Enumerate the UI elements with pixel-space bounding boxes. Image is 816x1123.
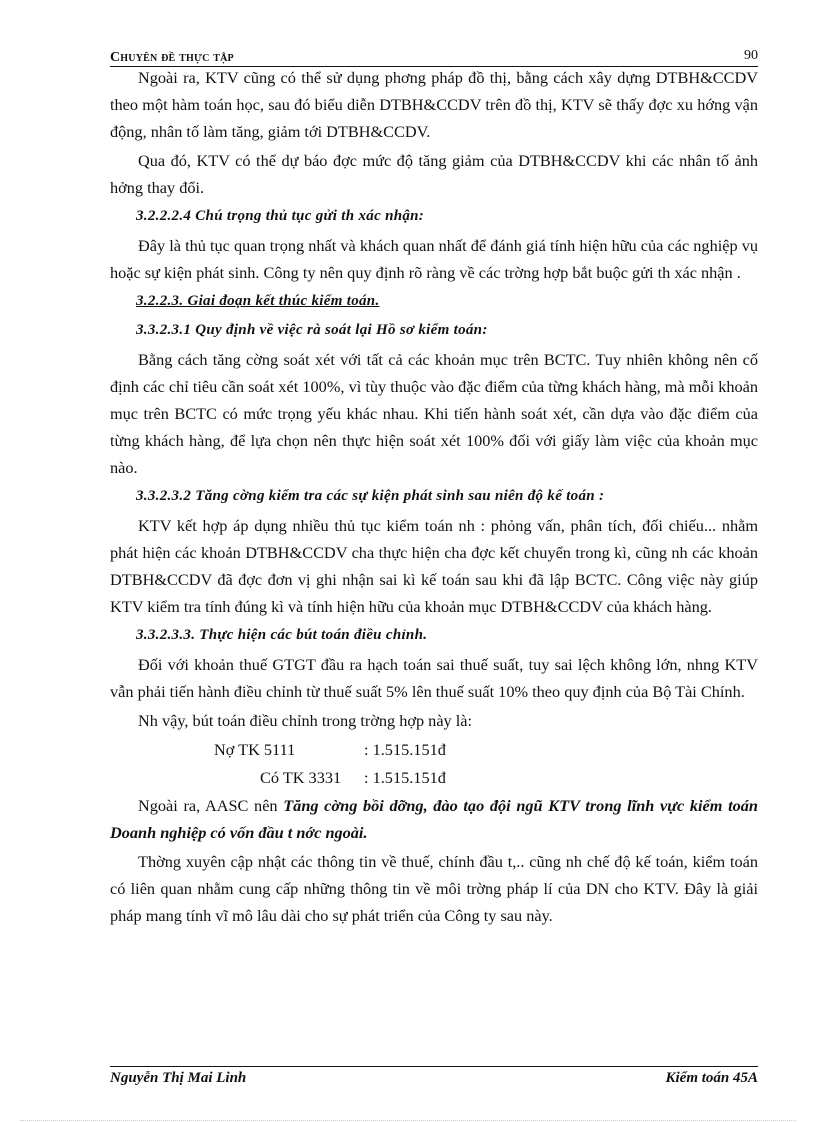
page-edge-divider [20,1120,796,1121]
section-heading: 3.3.2.3.1 Quy định về việc rà soát lại Hồ sơ kiểm toán: [136,322,488,338]
paragraph [110,792,758,846]
paragraph: Ngoài ra, KTV cũng có thể sử dụng phơng pháp đồ thị, bằng cách xây dựng DTBH&CCDV theo một hàm toán học, sau đó biểu diễn DTBH&CCDV trên đồ thị, KTV sẽ thấy đợc xu hớng vận động, nhân tố làm tăng, giảm tới DTBH&CCDV. [110,68,758,141]
journal-entry-credit [110,764,758,792]
paragraph-text: Ngoài ra, AASC nên [138,796,278,815]
section-heading: 3.2.2.3. Giai đoạn kết thúc kiểm toán. [136,293,380,309]
section-heading: 3.2.2.2.4 Chú trọng thủ tục gửi th xác nhận: [136,208,425,224]
credit-amount: : 1.515.151đ [364,768,446,787]
paragraph: Thờng xuyên cập nhật các thông tin về thuế, chính đầu t,.. cũng nh chế độ kế toán, kiểm toán có liên quan nhằm cung cấp những thông tin về môi trờng pháp lí của DN cho KTV. Đây là giải pháp mang tính vĩ mô lâu dài cho sự phát triển của Công ty sau này. [110,852,758,925]
paragraph: Nh vậy, bút toán điều chỉnh trong trờng hợp này là: [138,711,473,730]
paragraph: Đây là thủ tục quan trọng nhất và khách quan nhất để đánh giá tính hiện hữu của các nghiệp vụ hoặc sự kiện phát sinh. Công ty nên quy định rõ ràng về các trờng hợp bắt buộc gửi th xác nhận . [110,236,758,282]
journal-entry-debit [110,736,758,764]
footer-author: Nguyễn Thị Mai Linh [110,1070,247,1086]
section-heading: 3.3.2.3.3. Thực hiện các bút toán điều chỉnh. [136,627,428,643]
footer-rule [110,1066,758,1067]
debit-amount: : 1.515.151đ [364,740,446,759]
header-title: Chuyên đề thực tập [110,50,234,65]
paragraph: Bằng cách tăng cờng soát xét với tất cả các khoản mục trên BCTC. Tuy nhiên không nên cố định các chỉ tiêu cần soát xét 100%, vì tùy thuộc vào đặc điểm của từng khách hàng, mà mỗi khoản mục trên BCTC có mức trọng yếu khác nhau. Khi tiến hành soát xét, cần dựa vào đặc điểm của từng khách hàng, để lựa chọn nên thực hiện soát xét 100% đối với giấy làm việc của khoản mục nào. [110,350,758,477]
section-heading: 3.3.2.3.2 Tăng cờng kiểm tra các sự kiện phát sinh sau niên độ kế toán : [136,488,605,504]
document-body [110,64,758,931]
footer-class: Kiểm toán 45A [665,1070,758,1086]
emphasis-text: Tăng cờng bồi dỡng, đào tạo đội ngũ KTV trong lĩnh vực kiểm toán Doanh nghiệp có vốn đầu t nớc ngoài. [110,796,758,842]
paragraph: KTV kết hợp áp dụng nhiều thủ tục kiểm toán nh : phỏng vấn, phân tích, đối chiếu... nhằm phát hiện các khoản DTBH&CCDV cha thực hiện cha đợc kết chuyển trong kì, cũng nh các khoản DTBH&CCDV đã đợc đơn vị ghi nhận sai kì kế toán sau khi đã lập BCTC. Công việc này giúp KTV kiểm tra tính đúng kì và tính hiện hữu của khoản mục DTBH&CCDV của khách hàng. [110,516,758,616]
page-number: 90 [744,48,758,63]
debit-account: Nợ TK 5111 [214,740,296,759]
credit-account: Có TK 3331 [260,768,342,787]
paragraph: Đối với khoản thuế GTGT đầu ra hạch toán sai thuế suất, tuy sai lệch không lớn, nhng KTV vẫn phải tiến hành điều chỉnh từ thuế suất 5% lên thuế suất 10% theo quy định của Bộ Tài Chính. [110,655,758,701]
paragraph: Qua đó, KTV có thể dự báo đợc mức độ tăng giảm của DTBH&CCDV khi các nhân tố ảnh hởng thay đổi. [110,151,758,197]
